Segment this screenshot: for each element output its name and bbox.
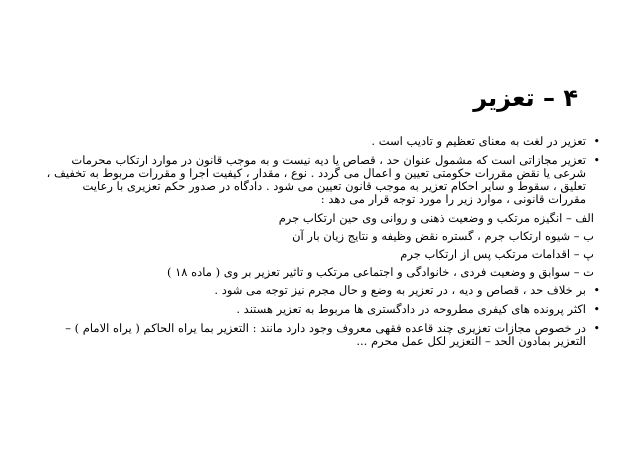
bullet-item [45,284,600,297]
bullet-text: تعزیر در لغت به معنای تعظیم و تادیب است . [371,134,586,148]
bullet-icon: • [593,135,600,148]
bullet-icon: • [593,284,600,297]
bullet-text: تعزیر مجازاتی است که مشمول عنوان حد ، قصاص یا دیه نیست و به موجب قانون در موارد ارتکاب محرمات شرعی یا نقض مقررات حکومتی تعیین و اعمال می گردد . نوع ، مقدار ، کیفیت اجرا و مقررات مربوط به تخفیف ، تعلیق ، سقوط و سایر احکام تعزیر به موجب قانون تعیین می شود . دادگاه در صدور حکم تعزیری با رعایت مقررات قانونی ، موارد زیر را مورد توجه قرار می دهد : [46,153,586,206]
slide-content [45,135,600,354]
sub-item-text: ب – شیوه ارتکاب جرم ، گستره نقض وظیفه و نتایج زیان بار آن [292,229,594,243]
bullet-icon: • [593,154,600,167]
sub-item-text: ت – سوابق و وضعیت فردی ، خانوادگی و اجتماعی مرتکب و تاثیر تعزیر بر وی ( ماده ۱۸ ) [166,265,594,279]
bullet-icon: • [593,303,600,316]
sub-item [39,230,594,243]
sub-item [39,212,594,225]
sub-item [39,266,594,279]
bullet-text: بر خلاف حد ، قصاص و دیه ، در تعزیر به وضع و حال مجرم نیز توجه می شود . [214,283,586,297]
bullet-item [45,322,600,348]
bullet-text: در خصوص مجازات تعزیری چند قاعده فقهی معروف وجود دارد مانند : التعزیر بما یراه الحاکم ( یراه الامام ) – التعزیر بمادون الحد – التعزیر لکل عمل محرم ... [65,321,586,348]
sub-item-text: الف – انگیزه مرتکب و وضعیت ذهنی و روانی وی حین ارتکاب جرم [278,211,594,225]
slide-title: ۴ – تعزیر [473,84,578,112]
bullet-icon: • [593,322,600,335]
bullet-item [45,154,600,206]
bullet-item [45,135,600,148]
sub-item [39,248,594,261]
bullet-text: اکثر پرونده های کیفری مطروحه در دادگستری ها مربوط به تعزیر هستند . [236,302,586,316]
bullet-item [45,303,600,316]
sub-item-text: پ – اقدامات مرتکب پس از ارتکاب جرم [400,247,594,261]
